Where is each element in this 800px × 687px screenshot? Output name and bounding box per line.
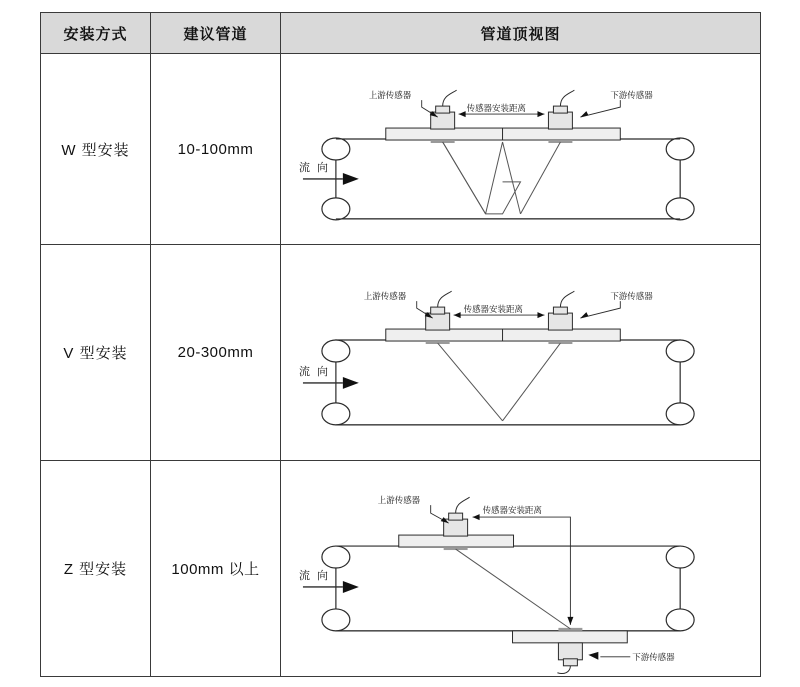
table-row (41, 54, 761, 245)
pipe-right-end-top (666, 340, 694, 362)
diagram-w (281, 54, 760, 244)
diagram-z (281, 461, 760, 676)
cell-pipe-w: 10-100mm (151, 54, 281, 245)
upstream-sensor-cable (443, 90, 457, 106)
downstream-sensor-cable (557, 666, 570, 674)
table-row (41, 461, 761, 677)
upstream-sensor-cable (438, 291, 452, 307)
pipe-right-end-bottom (666, 609, 694, 631)
downstream-sensor-cap (563, 659, 577, 666)
distance-label: 传感器安装距离 (466, 103, 526, 114)
pipe-left-end-top (322, 138, 350, 160)
cell-pipe-v: 20-300mm (151, 245, 281, 461)
downstream-sensor-body (558, 643, 582, 660)
table-row (41, 245, 761, 461)
pipe-right-end-bottom (666, 403, 694, 425)
pipe-left-end-bottom (322, 198, 350, 220)
table-header (41, 13, 761, 54)
table-header-row (41, 13, 761, 54)
upstream-sensor-cap (431, 307, 445, 314)
header-pipe: 建议管道 (151, 13, 281, 54)
pipe-left-end-bottom (322, 403, 350, 425)
installation-table (40, 12, 761, 677)
cell-diagram-v (281, 245, 761, 461)
pipe-body (336, 139, 680, 219)
upstream-sensor (426, 291, 452, 330)
downstream-sensor-cap (553, 106, 567, 113)
cell-method-z: Z 型安装 (41, 461, 151, 677)
pipe-left-end-top (322, 340, 350, 362)
downstream-sensor-body (548, 313, 572, 330)
downstream-label: 下游传感器 (610, 291, 653, 302)
cell-diagram-w (281, 54, 761, 245)
downstream-sensor-cable (560, 291, 574, 307)
pipe-left-end-bottom (322, 609, 350, 631)
mounting-rail-top (399, 535, 514, 547)
upstream-sensor-cable (456, 497, 470, 513)
mounting-rail-bottom (513, 631, 628, 643)
distance-arrow-left (473, 514, 480, 520)
pipe-right-end-top (666, 546, 694, 568)
pipe-right-end-bottom (666, 198, 694, 220)
upstream-sensor-cap (436, 106, 450, 113)
distance-arrow-right (537, 312, 544, 318)
flow-label: 流 向 (298, 569, 330, 582)
upstream-sensor (431, 90, 457, 129)
downstream-sensor (548, 291, 574, 330)
cell-pipe-z: 100mm 以上 (151, 461, 281, 677)
diagram-w-svg (281, 54, 760, 244)
downstream-sensor-body (548, 112, 572, 129)
cell-method-v: V 型安装 (41, 245, 151, 461)
pipe-body (336, 340, 680, 425)
header-diagram: 管道顶视图 (281, 13, 761, 54)
distance-label: 传感器安装距离 (463, 304, 523, 315)
downstream-leader-head (588, 652, 598, 660)
upstream-label: 上游传感器 (368, 90, 412, 101)
pipe-right-end-top (666, 138, 694, 160)
downstream-sensor (557, 643, 582, 674)
distance-label: 传感器安装距离 (482, 505, 542, 516)
downstream-label: 下游传感器 (632, 651, 675, 662)
cell-method-w: W 型安装 (41, 54, 151, 245)
pipe-body (336, 546, 680, 631)
header-method: 安装方式 (41, 13, 151, 54)
pipe-left-end-top (322, 546, 350, 568)
distance-arrow-left (454, 312, 461, 318)
flow-label: 流 向 (298, 365, 330, 378)
distance-arrow-right (537, 111, 544, 117)
table-body (41, 54, 761, 677)
downstream-sensor-cable (560, 90, 574, 106)
downstream-sensor (548, 90, 574, 129)
flow-label: 流 向 (298, 161, 330, 174)
upstream-label: 上游传感器 (363, 291, 407, 302)
upstream-label: 上游传感器 (377, 495, 421, 506)
diagram-v (281, 245, 760, 460)
downstream-sensor-cap (553, 307, 567, 314)
upstream-sensor-cap (449, 513, 463, 520)
upstream-sensor (444, 497, 470, 536)
distance-arrow-left (459, 111, 466, 117)
diagram-z-svg (281, 461, 760, 676)
downstream-label: 下游传感器 (610, 90, 653, 101)
diagram-v-svg (281, 245, 760, 460)
cell-diagram-z (281, 461, 761, 677)
